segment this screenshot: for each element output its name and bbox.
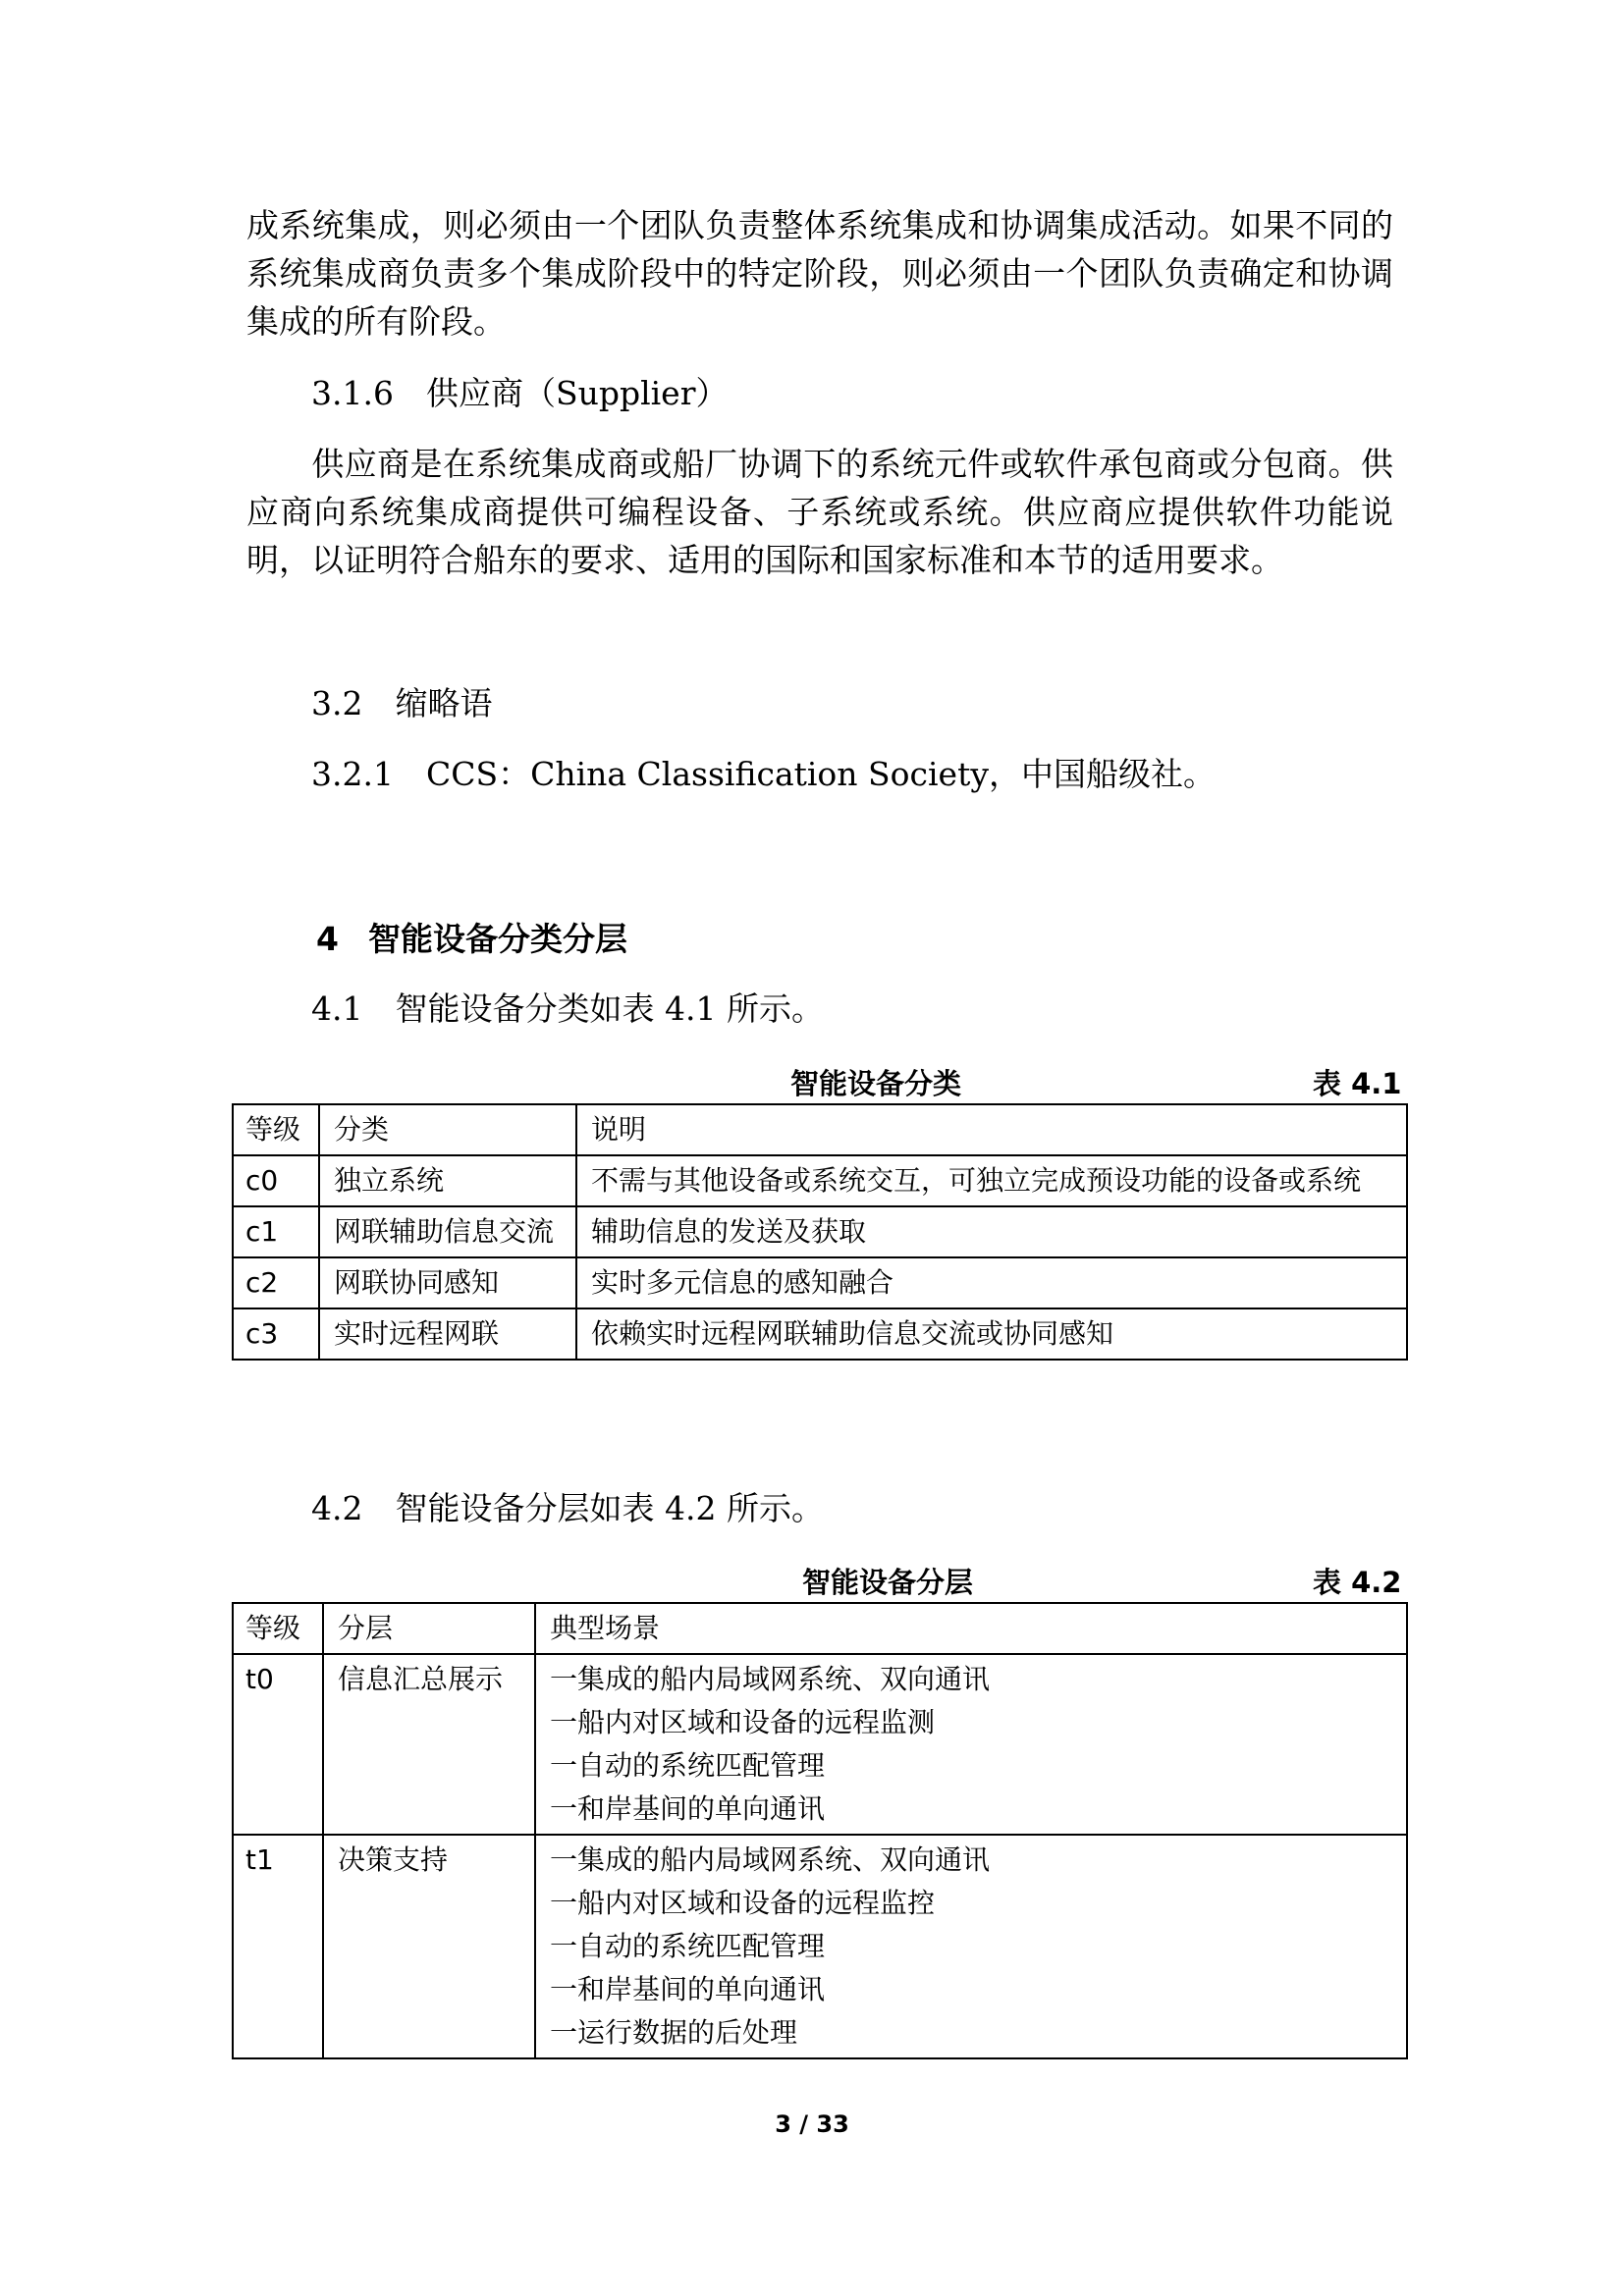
scenario-item: 一船内对区域和设备的远程监测 — [550, 1706, 936, 1738]
table-cell: 辅助信息的发送及获取 — [576, 1206, 1407, 1257]
section-4-title: 智能设备分类分层 — [367, 920, 627, 958]
paragraph-supplier: 供应商是在系统集成商或船厂协调下的系统元件或软件承包商或分包商。供应商向系统集成商提供可编程设备、子系统或系统。供应商应提供软件功能说明，以证明符合船东的要求、适用的国际和国家标准和本节的适用要求。 — [246, 445, 1393, 579]
table-header-row — [233, 1603, 1407, 1654]
table-row — [233, 1308, 1407, 1360]
header-cell: 说明 — [576, 1104, 1407, 1155]
section-3-2-heading: 3.2 缩略语 — [311, 684, 493, 722]
table-cell: 网联辅助信息交流 — [319, 1206, 576, 1257]
table-row — [233, 1155, 1407, 1206]
table-cell: t1 — [233, 1835, 323, 2058]
table-4-1 — [232, 1103, 1408, 1361]
table-4-2 — [232, 1602, 1408, 2059]
table-cell: t0 — [233, 1654, 323, 1835]
section-4-2: 4.2 智能设备分层如表 4.2 所示。 — [311, 1489, 824, 1527]
table2-caption: 智能设备分层 — [802, 1566, 974, 1599]
header-cell: 等级 — [233, 1603, 323, 1654]
section-4-number: 4 — [316, 920, 339, 958]
section-3-1-6-heading: 3.1.6 供应商（Supplier） — [311, 374, 729, 412]
scenario-cell — [535, 1835, 1407, 2058]
header-cell: 分层 — [323, 1603, 535, 1654]
table-cell: 网联协同感知 — [319, 1257, 576, 1308]
section-4-1: 4.1 智能设备分类如表 4.1 所示。 — [311, 989, 824, 1028]
scenario-item: 一运行数据的后处理 — [550, 2016, 798, 2049]
section-4-heading — [316, 920, 627, 959]
table-cell: c2 — [233, 1257, 319, 1308]
header-cell: 典型场景 — [535, 1603, 1407, 1654]
table-cell: 依赖实时远程网联辅助信息交流或协同感知 — [576, 1308, 1407, 1360]
table-cell: 不需与其他设备或系统交互，可独立完成预设功能的设备或系统 — [576, 1155, 1407, 1206]
scenario-cell — [535, 1654, 1407, 1835]
table-row — [233, 1206, 1407, 1257]
scenario-item: 一自动的系统匹配管理 — [550, 1749, 826, 1782]
scenario-item: 一集成的船内局域网系统、双向通讯 — [550, 1663, 991, 1695]
table-cell: 实时远程网联 — [319, 1308, 576, 1360]
table-row — [233, 1654, 1407, 1835]
section-3-2-1: 3.2.1 CCS：China Classification Society，中国船级社。 — [311, 755, 1216, 793]
scenario-item: 一自动的系统匹配管理 — [550, 1930, 826, 1962]
table-row — [233, 1835, 1407, 2058]
table-cell: c0 — [233, 1155, 319, 1206]
table-cell: c3 — [233, 1308, 319, 1360]
table-cell: 信息汇总展示 — [323, 1654, 535, 1835]
table-cell: 独立系统 — [319, 1155, 576, 1206]
scenario-item: 一和岸基间的单向通讯 — [550, 1973, 826, 2005]
table-row — [233, 1257, 1407, 1308]
scenario-item: 一和岸基间的单向通讯 — [550, 1792, 826, 1825]
header-cell: 等级 — [233, 1104, 319, 1155]
scenario-item: 一船内对区域和设备的远程监控 — [550, 1887, 936, 1919]
table-cell: 实时多元信息的感知融合 — [576, 1257, 1407, 1308]
scenario-item: 一集成的船内局域网系统、双向通讯 — [550, 1843, 991, 1876]
table1-label: 表 4.1 — [1313, 1067, 1402, 1100]
paragraph-integration: 成系统集成，则必须由一个团队负责整体系统集成和协调集成活动。如果不同的系统集成商负责多个集成阶段中的特定阶段，则必须由一个团队负责确定和协调集成的所有阶段。 — [246, 206, 1393, 341]
table2-label: 表 4.2 — [1313, 1566, 1402, 1599]
table-header-row — [233, 1104, 1407, 1155]
header-cell: 分类 — [319, 1104, 576, 1155]
table1-caption: 智能设备分类 — [790, 1067, 962, 1100]
table-cell: c1 — [233, 1206, 319, 1257]
page-number: 3 / 33 — [775, 2110, 849, 2138]
table-cell: 决策支持 — [323, 1835, 535, 2058]
